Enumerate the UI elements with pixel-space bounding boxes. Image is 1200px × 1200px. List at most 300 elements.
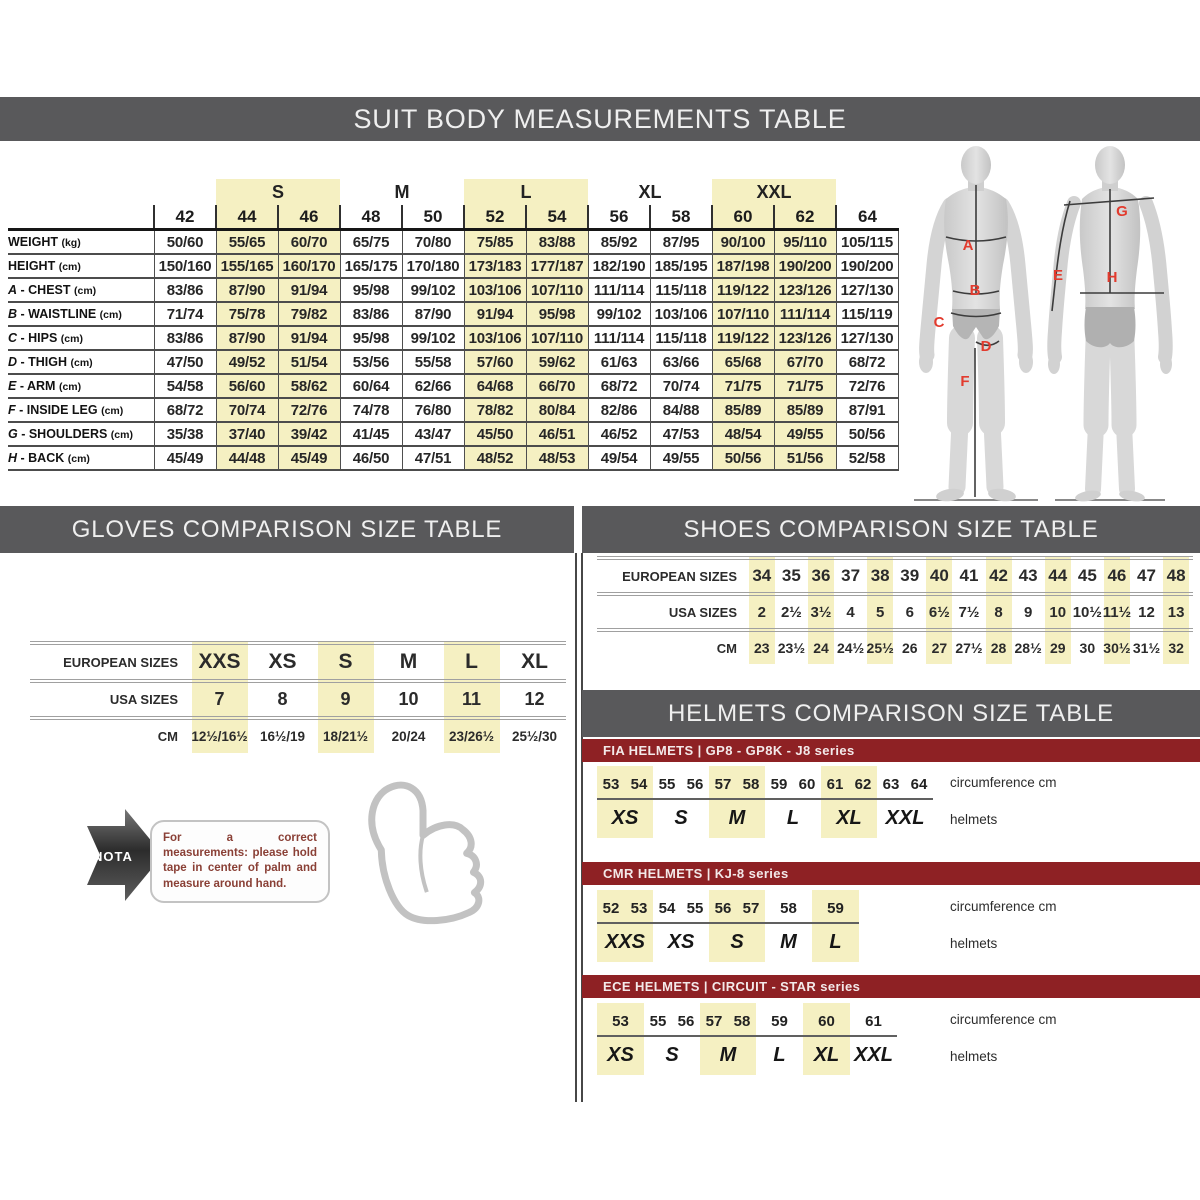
helmets-title: HELMETS COMPARISON SIZE TABLE xyxy=(668,699,1114,727)
size-cell: 3½ xyxy=(810,603,832,621)
measurement-value: 46/50 xyxy=(340,446,402,470)
size-row xyxy=(30,720,566,753)
circumference-value: 62 xyxy=(854,775,872,793)
row-label: EUROPEAN SIZES xyxy=(63,654,178,670)
size-cell: 38 xyxy=(870,566,890,585)
helmet-size-group xyxy=(821,766,877,838)
size-cell: 46 xyxy=(1107,566,1127,585)
size-cell: 32 xyxy=(1168,640,1184,656)
measurement-value: 60/64 xyxy=(340,374,402,398)
size-cell: XXS xyxy=(198,650,241,673)
measurement-value: 182/190 xyxy=(588,254,650,278)
size-cell: 36 xyxy=(811,566,831,585)
size-row xyxy=(30,683,566,716)
helmet-size-group xyxy=(850,1003,897,1075)
size-cell: S xyxy=(338,650,353,673)
gloves-title: GLOVES COMPARISON SIZE TABLE xyxy=(71,515,503,543)
measurement-note xyxy=(150,820,330,903)
measurement-value: 87/91 xyxy=(836,398,898,422)
measurement-label: A - CHEST (cm) xyxy=(8,283,97,297)
size-column-header: 58 xyxy=(650,205,712,230)
measurement-label: H - BACK (cm) xyxy=(8,451,90,465)
size-cell: 31½ xyxy=(1132,640,1161,656)
measurement-label: D - THIGH (cm) xyxy=(8,355,93,369)
size-cell: 13 xyxy=(1167,603,1185,621)
size-cell: 24½ xyxy=(836,640,865,656)
measurement-value: 61/63 xyxy=(588,350,650,374)
measurement-value: 107/110 xyxy=(712,302,774,326)
measurement-value: 56/60 xyxy=(216,374,278,398)
measurement-value: 119/122 xyxy=(712,278,774,302)
left-hand xyxy=(1048,354,1060,374)
helmet-size-group xyxy=(765,890,812,962)
measurement-value: 79/82 xyxy=(278,302,340,326)
helmet-series-label: CMR HELMETS | KJ-8 series xyxy=(603,866,789,881)
size-cell: 39 xyxy=(900,566,920,585)
size-cell: 23 xyxy=(754,640,770,656)
measurement-value: 123/126 xyxy=(774,326,836,350)
size-cell: 11 xyxy=(461,689,482,709)
helmet-size-group xyxy=(812,890,859,962)
figure-measure-label: C xyxy=(933,314,945,331)
measurement-value: 52/58 xyxy=(836,446,898,470)
circumference-values xyxy=(812,890,859,922)
measurement-value: 185/195 xyxy=(650,254,712,278)
size-cell: XL xyxy=(521,650,548,673)
circumference-values xyxy=(653,766,709,798)
thumbs-up-icon xyxy=(352,766,510,944)
circumference-value: 58 xyxy=(733,1012,751,1030)
measurement-value: 103/106 xyxy=(464,278,526,302)
left-calf xyxy=(1093,425,1096,489)
helmet-size-label: XS xyxy=(611,806,639,829)
size-row xyxy=(597,560,1193,592)
helmet-size-label: M xyxy=(719,1043,737,1066)
measurement-value: 49/54 xyxy=(588,446,650,470)
helmet-groups xyxy=(597,890,1200,962)
measurement-row xyxy=(8,254,898,278)
helmet-size-group xyxy=(644,1003,700,1075)
measurement-value: 123/126 xyxy=(774,278,836,302)
helmet-size-group xyxy=(709,890,765,962)
circumference-values xyxy=(877,766,933,798)
size-column-header: 50 xyxy=(402,205,464,230)
measurement-value: 59/62 xyxy=(526,350,588,374)
measurement-value: 71/75 xyxy=(774,374,836,398)
note-text: For a correct measurements: please hold tape in center of palm and measure around hand. xyxy=(163,832,317,890)
right-hand xyxy=(1019,351,1033,373)
shoes-title: SHOES COMPARISON SIZE TABLE xyxy=(683,515,1099,543)
measurement-row xyxy=(8,278,898,302)
size-column-header: 60 xyxy=(712,205,774,230)
head xyxy=(1095,146,1125,184)
circumference-values xyxy=(709,890,765,922)
measurement-value: 103/106 xyxy=(464,326,526,350)
measurement-row xyxy=(8,422,898,446)
measurement-value: 48/54 xyxy=(712,422,774,446)
size-group-label: XL xyxy=(638,181,662,202)
measurement-value: 50/56 xyxy=(836,422,898,446)
size-cell: 6½ xyxy=(928,603,950,621)
size-cell: 12 xyxy=(1138,603,1155,621)
circumference-value: 57 xyxy=(714,775,732,793)
circumference-values xyxy=(597,766,653,798)
measurement-value: 46/51 xyxy=(526,422,588,446)
circumference-value: 54 xyxy=(630,775,648,793)
measurement-value: 127/130 xyxy=(836,278,898,302)
measurement-value: 80/84 xyxy=(526,398,588,422)
measurement-value: 99/102 xyxy=(402,278,464,302)
helmet-size-label: L xyxy=(829,930,842,953)
size-group-label: M xyxy=(394,181,410,202)
circumference-value: 56 xyxy=(677,1012,695,1030)
helmet-size-label: S xyxy=(730,930,744,953)
measurement-value: 48/52 xyxy=(464,446,526,470)
measurement-value: 95/98 xyxy=(340,278,402,302)
measurement-value: 84/88 xyxy=(650,398,712,422)
measurement-value: 37/40 xyxy=(216,422,278,446)
measurement-value: 55/65 xyxy=(216,230,278,255)
size-cell: 47 xyxy=(1137,566,1156,585)
helmet-size-label: S xyxy=(674,806,688,829)
helmet-size-label: XXL xyxy=(854,1043,893,1066)
size-cell: 10 xyxy=(398,689,419,709)
measurement-value: 87/90 xyxy=(402,302,464,326)
left-hand xyxy=(919,351,933,373)
table-rule xyxy=(597,798,933,800)
helmet-series-label: FIA HELMETS | GP8 - GP8K - J8 series xyxy=(603,743,855,758)
measurement-value: 55/58 xyxy=(402,350,464,374)
measurement-value: 170/180 xyxy=(402,254,464,278)
measurement-value: 75/85 xyxy=(464,230,526,255)
measurement-value: 50/56 xyxy=(712,446,774,470)
circumference-values xyxy=(597,1003,644,1035)
measurement-value: 68/72 xyxy=(588,374,650,398)
measurement-value: 190/200 xyxy=(774,254,836,278)
measurement-value: 103/106 xyxy=(650,302,712,326)
circumference-value: 56 xyxy=(714,899,732,917)
measurement-value: 83/86 xyxy=(340,302,402,326)
circumference-values xyxy=(765,766,821,798)
measurement-value: 91/94 xyxy=(464,302,526,326)
right-hand xyxy=(1160,354,1172,374)
helmets-label: helmets xyxy=(950,812,998,827)
size-group-label: S xyxy=(216,179,340,205)
measurement-label: HEIGHT (cm) xyxy=(8,259,81,273)
circumference-value: 56 xyxy=(686,775,704,793)
measurement-value: 39/42 xyxy=(278,422,340,446)
size-cell: 28 xyxy=(990,640,1007,656)
helmet-size-label: L xyxy=(773,1043,786,1066)
measurement-value: 87/90 xyxy=(216,326,278,350)
circumference-value: 58 xyxy=(742,775,760,793)
measurement-value: 47/51 xyxy=(402,446,464,470)
measurement-value: 74/78 xyxy=(340,398,402,422)
measurement-value: 127/130 xyxy=(836,326,898,350)
measurement-row xyxy=(8,398,898,422)
measurement-value: 71/75 xyxy=(712,374,774,398)
measurement-value: 115/118 xyxy=(650,278,712,302)
size-cell: 30 xyxy=(1079,640,1096,656)
measurement-value: 82/86 xyxy=(588,398,650,422)
measurement-value: 85/89 xyxy=(774,398,836,422)
row-label: CM xyxy=(716,640,737,656)
size-column-header: 62 xyxy=(774,205,836,230)
right-calf xyxy=(1124,425,1127,489)
measurement-value: 83/86 xyxy=(154,278,216,302)
helmet-size-label: M xyxy=(728,806,746,829)
measurement-value: 66/70 xyxy=(526,374,588,398)
size-column-header: 52 xyxy=(464,205,526,230)
circumference-value: 58 xyxy=(780,899,797,917)
right-calf xyxy=(992,423,995,487)
measurement-value: 115/119 xyxy=(836,302,898,326)
row-label: USA SIZES xyxy=(668,604,737,620)
size-column-header: 54 xyxy=(526,205,588,230)
size-row xyxy=(30,645,566,679)
circumference-value: 57 xyxy=(705,1012,723,1030)
measurement-value: 87/90 xyxy=(216,278,278,302)
measurement-value: 43/47 xyxy=(402,422,464,446)
measurement-value: 187/198 xyxy=(712,254,774,278)
body-figure-front xyxy=(896,143,1056,508)
helmet-size-label: XXS xyxy=(604,930,646,953)
circumference-value: 55 xyxy=(649,1012,667,1030)
measurement-value: 41/45 xyxy=(340,422,402,446)
size-group-label xyxy=(836,179,898,205)
measurement-value: 111/114 xyxy=(588,326,650,350)
size-cell: 9 xyxy=(340,689,351,709)
measurement-value: 111/114 xyxy=(774,302,836,326)
measurement-value: 57/60 xyxy=(464,350,526,374)
measurement-value: 47/50 xyxy=(154,350,216,374)
measurement-value: 173/183 xyxy=(464,254,526,278)
helmet-groups xyxy=(597,1003,1200,1075)
suit-header-bar xyxy=(0,97,1200,141)
measurement-value: 190/200 xyxy=(836,254,898,278)
measurement-value: 107/110 xyxy=(526,278,588,302)
size-column-header: 42 xyxy=(154,205,216,230)
measurement-value: 99/102 xyxy=(588,302,650,326)
circumference-values xyxy=(850,1003,897,1035)
circumference-value: 60 xyxy=(818,1012,835,1030)
measurement-value: 99/102 xyxy=(402,326,464,350)
circumference-value: 52 xyxy=(602,899,620,917)
measurement-value: 87/95 xyxy=(650,230,712,255)
circumference-values xyxy=(821,766,877,798)
size-row xyxy=(597,632,1193,664)
measurement-label: F - INSIDE LEG (cm) xyxy=(8,403,124,417)
measurement-value: 76/80 xyxy=(402,398,464,422)
helmet-size-label: XS xyxy=(667,930,695,953)
helmet-groups xyxy=(597,766,1200,838)
measurement-row xyxy=(8,350,898,374)
measurement-value: 165/175 xyxy=(340,254,402,278)
measurement-value: 91/94 xyxy=(278,278,340,302)
figure-measure-label: A xyxy=(962,237,974,254)
left-thigh xyxy=(1096,341,1098,425)
size-cell: 27½ xyxy=(955,640,983,656)
figure-measure-label: G xyxy=(1116,203,1128,220)
briefs xyxy=(952,309,1000,339)
size-cell: 30½ xyxy=(1103,640,1131,656)
helmet-series-bar-ece xyxy=(582,975,1200,998)
measurement-value: 65/75 xyxy=(340,230,402,255)
helmet-size-group xyxy=(877,766,933,838)
size-cell: 23½ xyxy=(777,640,806,656)
size-row xyxy=(597,596,1193,628)
suit-measurements-table xyxy=(8,179,899,471)
circumference-value: 53 xyxy=(612,1012,629,1030)
suit-size-row xyxy=(8,205,898,230)
size-cell: 45 xyxy=(1077,566,1097,585)
measurement-value: 44/48 xyxy=(216,446,278,470)
size-cell: 16½/19 xyxy=(259,729,306,744)
measurement-value: 95/110 xyxy=(774,230,836,255)
measurement-value: 150/160 xyxy=(154,254,216,278)
circumference-values xyxy=(597,890,653,922)
size-column-header: 46 xyxy=(278,205,340,230)
helmet-size-table-ece xyxy=(597,1003,1200,1083)
measurement-row xyxy=(8,302,898,326)
circumference-values xyxy=(709,766,765,798)
shoes-header-bar xyxy=(582,506,1200,553)
gloves-header-bar xyxy=(0,506,574,553)
measurement-value: 177/187 xyxy=(526,254,588,278)
figure-measure-label: E xyxy=(1052,267,1064,284)
size-column-header: 64 xyxy=(836,205,898,230)
circumference-values xyxy=(765,890,812,922)
empty-cell xyxy=(8,179,154,205)
measurement-value: 95/98 xyxy=(526,302,588,326)
measurement-value: 64/68 xyxy=(464,374,526,398)
size-cell: 20/24 xyxy=(391,729,426,744)
measurement-value: 160/170 xyxy=(278,254,340,278)
measurement-value: 70/74 xyxy=(650,374,712,398)
circumference-value: 59 xyxy=(771,1012,788,1030)
size-cell: 37 xyxy=(841,566,861,585)
helmet-size-group xyxy=(803,1003,850,1075)
helmet-size-group xyxy=(653,766,709,838)
measurement-value: 105/115 xyxy=(836,230,898,255)
circumference-label: circumference cm xyxy=(950,899,1057,914)
helmet-size-group xyxy=(765,766,821,838)
measurement-value: 62/66 xyxy=(402,374,464,398)
body-figure-back xyxy=(1040,143,1180,508)
row-label: EUROPEAN SIZES xyxy=(622,568,737,584)
head xyxy=(961,146,991,184)
helmet-size-label: XS xyxy=(607,1043,634,1066)
helmet-series-bar-fia xyxy=(582,739,1200,762)
measurement-value: 107/110 xyxy=(526,326,588,350)
measurement-label: G - SHOULDERS (cm) xyxy=(8,427,133,441)
measurement-value: 85/92 xyxy=(588,230,650,255)
measurement-value: 119/122 xyxy=(712,326,774,350)
size-cell: 23/26½ xyxy=(448,729,495,744)
measurement-value: 67/70 xyxy=(774,350,836,374)
measurement-value: 72/76 xyxy=(836,374,898,398)
size-group-label: L xyxy=(464,179,588,205)
measurement-value: 48/53 xyxy=(526,446,588,470)
measurement-value: 95/98 xyxy=(340,326,402,350)
size-cell: 12 xyxy=(524,689,545,709)
measurement-value: 53/56 xyxy=(340,350,402,374)
helmet-size-group xyxy=(597,1003,644,1075)
measurement-value: 49/55 xyxy=(774,422,836,446)
figure-measure-label: F xyxy=(960,373,970,390)
suit-group-row xyxy=(8,179,898,205)
size-cell: 48 xyxy=(1166,566,1186,585)
circumference-values xyxy=(653,890,709,922)
circumference-value: 60 xyxy=(798,775,816,793)
size-cell: 25½ xyxy=(866,640,894,656)
size-cell: 12½/16½ xyxy=(191,729,248,744)
circumference-value: 61 xyxy=(826,775,844,793)
size-cell: XS xyxy=(268,650,297,673)
measurement-value: 71/74 xyxy=(154,302,216,326)
measurement-row xyxy=(8,446,898,470)
row-label: CM xyxy=(157,729,178,744)
briefs xyxy=(1085,307,1136,347)
circumference-value: 55 xyxy=(686,899,704,917)
measurement-value: 65/68 xyxy=(712,350,774,374)
measurement-value: 68/72 xyxy=(836,350,898,374)
circumference-value: 55 xyxy=(658,775,676,793)
size-column-header: 48 xyxy=(340,205,402,230)
circumference-value: 59 xyxy=(827,899,844,917)
circumference-value: 53 xyxy=(630,899,648,917)
size-cell: 43 xyxy=(1018,566,1038,585)
circumference-value: 57 xyxy=(742,899,760,917)
measurement-value: 91/94 xyxy=(278,326,340,350)
measurement-value: 63/66 xyxy=(650,350,712,374)
size-cell: 4 xyxy=(846,603,855,621)
size-cell: 5 xyxy=(876,603,885,621)
helmet-size-group xyxy=(756,1003,803,1075)
measurement-value: 90/100 xyxy=(712,230,774,255)
helmet-size-group xyxy=(597,890,653,962)
size-cell: 6 xyxy=(905,603,914,621)
size-cell: 35 xyxy=(781,566,801,585)
measurement-row xyxy=(8,326,898,350)
measurement-value: 155/165 xyxy=(216,254,278,278)
measurement-row xyxy=(8,230,898,255)
helmet-size-group xyxy=(709,766,765,838)
helmet-size-label: S xyxy=(665,1043,679,1066)
measurement-value: 50/60 xyxy=(154,230,216,255)
measurement-label: C - HIPS (cm) xyxy=(8,331,83,345)
helmet-series-label: ECE HELMETS | CIRCUIT - STAR series xyxy=(603,979,861,994)
measurement-value: 60/70 xyxy=(278,230,340,255)
section-divider xyxy=(575,553,577,1102)
figure-measure-label: H xyxy=(1106,269,1118,286)
table-rule xyxy=(597,1035,897,1037)
measurement-value: 49/52 xyxy=(216,350,278,374)
figure-measure-label: D xyxy=(980,338,992,355)
circumference-values xyxy=(700,1003,756,1035)
size-cell: 27 xyxy=(931,640,948,656)
circumference-value: 61 xyxy=(865,1012,882,1030)
right-thigh xyxy=(1122,341,1124,425)
size-cell: 8 xyxy=(994,603,1003,621)
size-cell: M xyxy=(399,650,418,673)
helmet-size-group xyxy=(653,890,709,962)
circumference-value: 53 xyxy=(602,775,620,793)
helmet-size-label: M xyxy=(780,930,797,953)
nota-label: NOTA xyxy=(93,849,133,864)
helmets-label: helmets xyxy=(950,1049,998,1064)
circumference-values xyxy=(644,1003,700,1035)
